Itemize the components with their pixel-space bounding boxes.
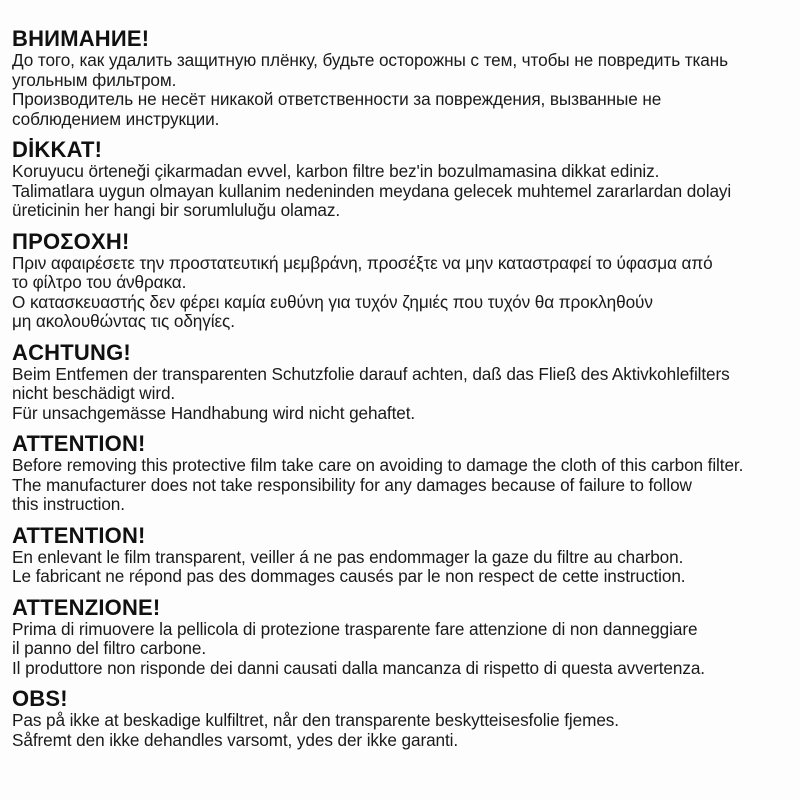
section-line: Πριν αφαιρέσετε την προστατευτική μεμβράνη, προσέξτε να μην καταστραφεί το ύφασμα από — [12, 252, 713, 273]
section-line: this instruction. — [12, 494, 125, 514]
section-line: il panno del filtro carbone. — [12, 638, 207, 658]
section-line: Beim Entfemen der transparenten Schutzfolie darauf achten, daß das Fließ des Aktivkohlefilters — [12, 363, 730, 384]
section-french — [12, 524, 788, 587]
section-line: το φίλτρο του άνθρακα. — [12, 272, 187, 292]
section-line: Talimatlara uygun olmayan kullanim nedeninden meydana gelecek muhtemel zararlardan dolayi — [12, 180, 732, 201]
section-german — [12, 341, 788, 424]
section-line: Before removing this protective film take care on avoiding to damage the cloth of this carbon filter. — [12, 455, 744, 475]
section-italian — [12, 596, 788, 679]
section-line: До того, как удалить защитную плёнку, будьте осторожны с тем, чтобы не повредить ткань — [12, 50, 729, 70]
section-heading: ATTENTION! — [12, 522, 146, 548]
section-russian — [12, 27, 788, 129]
section-heading: ATTENTION! — [12, 431, 146, 456]
section-line: The manufacturer does not take responsibility for any damages because of failure to follow — [12, 474, 692, 495]
section-heading: ATTENZIONE! — [12, 594, 161, 620]
section-english — [12, 432, 788, 515]
section-line: Производитель не несёт никакой ответственности за повреждения, вызванные не — [12, 89, 662, 109]
section-line: Il produttore non risponde dei danni causati dalla mancanza di rispetto di questa avvertenza. — [12, 657, 705, 678]
section-greek — [12, 230, 788, 332]
section-line: Le fabricant ne répond pas des dommages causés par le non respect de cette instruction. — [12, 566, 686, 586]
section-line: Prima di rimuovere la pellicola di protezione trasparente fare attenzione di non danneggiare — [12, 618, 698, 639]
section-turkish — [12, 138, 788, 221]
section-heading: ACHTUNG! — [12, 339, 131, 365]
section-line: угольным фильтром. — [12, 69, 177, 90]
section-heading: ВНИМАНИЕ! — [12, 26, 150, 51]
section-line: Für unsachgemässe Handhabung wird nicht gehaftet. — [12, 402, 416, 423]
section-heading: OBS! — [12, 686, 68, 711]
section-line: üreticinin her hangi bir sorumluluğu olamaz. — [12, 200, 341, 220]
section-line: nicht beschädigt wird. — [12, 383, 176, 403]
section-line: Ο κατασκευαστής δεν φέρει καμία ευθύνη για τυχόν ζημιές που τυχόν θα προκληθούν — [12, 291, 653, 312]
section-line: Pas på ikke at beskadige kulfiltret, når den transparente beskytteisesfolie fjemes. — [12, 710, 619, 730]
section-line: Såfremt den ikke dehandles varsomt, ydes der ikke garanti. — [12, 729, 459, 750]
section-heading: DİKKAT! — [12, 137, 103, 162]
section-line: соблюдением инструкции. — [12, 108, 220, 129]
section-line: Koruyucu örteneği çikarmadan evvel, karbon filtre bez'in bozulmamasina dikkat ediniz. — [12, 161, 660, 181]
section-danish — [12, 687, 788, 750]
section-line: μη ακολουθώντας τις οδηγίες. — [12, 311, 235, 331]
section-heading: ΠΡΟΣΟΧΗ! — [12, 228, 130, 254]
section-line: En enlevant le film transparent, veiller á ne pas endommager la gaze du filtre au charbon. — [12, 546, 684, 567]
